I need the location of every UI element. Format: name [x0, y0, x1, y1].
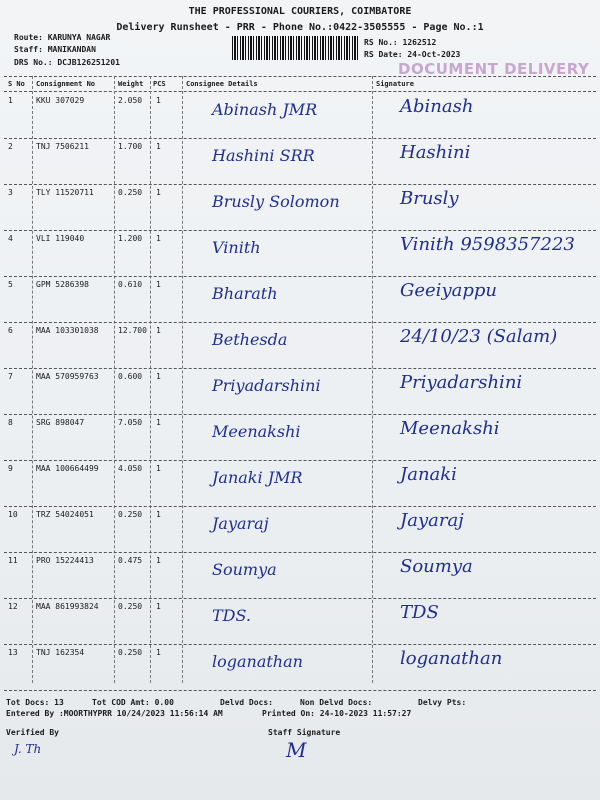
- table-row: [0, 460, 600, 506]
- row-weight: 0.250: [118, 602, 143, 611]
- row-consignment: TNJ 162354: [36, 648, 85, 657]
- total-cod-amount: Tot COD Amt: 0.00: [92, 698, 174, 707]
- row-consignee-name: Vinith: [212, 238, 261, 257]
- row-pcs: 1: [156, 648, 161, 657]
- col-weight: Weight: [118, 80, 144, 88]
- row-pcs: 1: [156, 326, 161, 335]
- staff-value: MANIKANDAN: [47, 45, 96, 54]
- row-consignee-name: Abinash JMR: [212, 100, 318, 119]
- col-pcs: PCS: [153, 80, 166, 88]
- row-pcs: 1: [156, 142, 161, 151]
- row-consignment: MAA 861993824: [36, 602, 99, 611]
- row-pcs: 1: [156, 418, 161, 427]
- row-weight: 0.250: [118, 188, 143, 197]
- row-sno: 1: [8, 96, 13, 105]
- row-weight: 0.600: [118, 372, 143, 381]
- row-rule: [4, 460, 596, 461]
- table-row: [0, 184, 600, 230]
- row-signature: Meenakshi: [400, 418, 500, 439]
- row-signature: Hashini: [400, 142, 471, 163]
- printed-on: Printed On: 24-10-2023 11:57:27: [262, 709, 412, 718]
- row-consignee-name: Priyadarshini: [212, 376, 321, 395]
- row-consignee-name: loganathan: [212, 652, 303, 671]
- rs-date-label: RS Date:: [364, 50, 403, 59]
- row-pcs: 1: [156, 464, 161, 473]
- row-consignment: KKU 307029: [36, 96, 85, 105]
- table-row: [0, 368, 600, 414]
- table-row: [0, 598, 600, 644]
- verified-by-label: Verified By: [6, 728, 59, 737]
- row-pcs: 1: [156, 510, 161, 519]
- row-weight: 0.250: [118, 648, 143, 657]
- row-consignment: MAA 100664499: [36, 464, 99, 473]
- drs-line: [14, 58, 120, 67]
- row-consignment: GPM 5286398: [36, 280, 89, 289]
- row-consignment: MAA 570959763: [36, 372, 99, 381]
- total-docs: Tot Docs: 13: [6, 698, 64, 707]
- row-pcs: 1: [156, 602, 161, 611]
- row-sno: 8: [8, 418, 13, 427]
- row-sno: 2: [8, 142, 13, 151]
- company-title: THE PROFESSIONAL COURIERS, COIMBATORE: [188, 6, 412, 17]
- row-consignee-name: Jayaraj: [212, 514, 269, 533]
- table-bottom-rule: [4, 690, 596, 691]
- row-consignment: PRO 15224413: [36, 556, 94, 565]
- row-signature: Janaki: [400, 464, 457, 485]
- table-row: [0, 414, 600, 460]
- row-signature: Brusly: [400, 188, 459, 209]
- row-consignee-name: Janaki JMR: [212, 468, 303, 487]
- row-sno: 11: [8, 556, 18, 565]
- row-signature: Geeiyappu: [400, 280, 497, 301]
- entered-by: Entered By :MOORTHYPRR 10/24/2023 11:56:14 AM: [6, 709, 223, 718]
- row-rule: [4, 644, 596, 645]
- col-consignee-details: Consignee Details: [186, 80, 258, 88]
- staff-line: [14, 45, 96, 54]
- row-rule: [4, 506, 596, 507]
- row-signature: TDS: [400, 602, 439, 623]
- row-consignee-name: Meenakshi: [212, 422, 301, 441]
- table-row: [0, 230, 600, 276]
- row-sno: 10: [8, 510, 18, 519]
- row-signature: Jayaraj: [400, 510, 464, 531]
- row-signature: 24/10/23 (Salam): [400, 326, 558, 347]
- route-value: KARUNYA NAGAR: [47, 33, 111, 42]
- row-consignee-name: Bharath: [212, 284, 278, 303]
- row-weight: 12.700: [118, 326, 147, 335]
- table-row: [0, 276, 600, 322]
- row-sno: 12: [8, 602, 18, 611]
- row-consignee-name: Brusly Solomon: [212, 192, 340, 211]
- table-row: [0, 138, 600, 184]
- col-consignment: Consignment No: [36, 80, 96, 88]
- rs-date-line: [364, 50, 460, 59]
- row-sno: 6: [8, 326, 13, 335]
- header-top-rule: [4, 76, 596, 77]
- route-label: Route:: [14, 33, 43, 42]
- row-pcs: 1: [156, 96, 161, 105]
- verified-by-signature: J. Th: [14, 742, 42, 756]
- drs-value: DCJB126251201: [57, 58, 120, 67]
- rs-no-label: RS No.:: [364, 38, 398, 47]
- row-consignee-name: Bethesda: [212, 330, 288, 349]
- row-weight: 7.050: [118, 418, 143, 427]
- staff-signature-label: Staff Signature: [268, 728, 341, 737]
- table-row: [0, 506, 600, 552]
- runsheet-title: Delivery Runsheet - PRR - Phone No.:0422-3505555 - Page No.:1: [116, 22, 484, 33]
- row-consignment: TNJ 7506211: [36, 142, 89, 151]
- row-sno: 7: [8, 372, 13, 381]
- drs-label: DRS No.:: [14, 58, 53, 67]
- row-rule: [4, 184, 596, 185]
- staff-signature-mark: M: [286, 738, 307, 762]
- row-rule: [4, 276, 596, 277]
- non-delivered-docs: Non Delvd Docs:: [300, 698, 373, 707]
- row-consignee-name: TDS.: [212, 606, 251, 625]
- row-consignment: VLI 119040: [36, 234, 85, 243]
- row-consignee-name: Soumya: [212, 560, 277, 579]
- row-consignment: TRZ 54024051: [36, 510, 94, 519]
- row-signature: Priyadarshini: [400, 372, 523, 393]
- row-signature: Vinith 9598357223: [400, 234, 575, 255]
- row-rule: [4, 138, 596, 139]
- row-pcs: 1: [156, 234, 161, 243]
- row-weight: 0.475: [118, 556, 143, 565]
- table-row: [0, 552, 600, 598]
- row-weight: 1.700: [118, 142, 143, 151]
- col-sno: S No: [8, 80, 25, 88]
- row-consignment: TLY 11520711: [36, 188, 94, 197]
- row-pcs: 1: [156, 372, 161, 381]
- row-sno: 9: [8, 464, 13, 473]
- document-delivery-stamp: DOCUMENT DELIVERY: [398, 60, 590, 78]
- col-signature: Signature: [376, 80, 414, 88]
- row-consignee-name: Hashini SRR: [212, 146, 315, 165]
- barcode: [232, 36, 360, 60]
- table-row: [0, 322, 600, 368]
- row-rule: [4, 414, 596, 415]
- rs-no-line: [364, 38, 436, 47]
- row-sno: 13: [8, 648, 18, 657]
- row-rule: [4, 598, 596, 599]
- row-signature: Soumya: [400, 556, 473, 577]
- row-rule: [4, 230, 596, 231]
- staff-label: Staff:: [14, 45, 43, 54]
- route-line: [14, 33, 110, 42]
- row-pcs: 1: [156, 280, 161, 289]
- row-sno: 5: [8, 280, 13, 289]
- delivered-docs: Delvd Docs:: [220, 698, 273, 707]
- row-sno: 3: [8, 188, 13, 197]
- row-consignment: MAA 103301038: [36, 326, 99, 335]
- row-pcs: 1: [156, 188, 161, 197]
- delivery-points: Delvy Pts:: [418, 698, 467, 707]
- row-weight: 1.200: [118, 234, 143, 243]
- row-weight: 0.250: [118, 510, 143, 519]
- row-weight: 2.050: [118, 96, 143, 105]
- row-rule: [4, 322, 596, 323]
- row-weight: 0.610: [118, 280, 143, 289]
- row-signature: Abinash: [400, 96, 474, 117]
- rs-date-value: 24-Oct-2023: [407, 50, 461, 59]
- row-pcs: 1: [156, 556, 161, 565]
- table-row: [0, 92, 600, 138]
- row-sno: 4: [8, 234, 13, 243]
- table-row: [0, 644, 600, 690]
- row-signature: loganathan: [400, 648, 503, 669]
- row-rule: [4, 552, 596, 553]
- row-consignment: SRG 898047: [36, 418, 85, 427]
- rs-no-value: 1262512: [402, 38, 437, 47]
- row-rule: [4, 368, 596, 369]
- row-weight: 4.050: [118, 464, 143, 473]
